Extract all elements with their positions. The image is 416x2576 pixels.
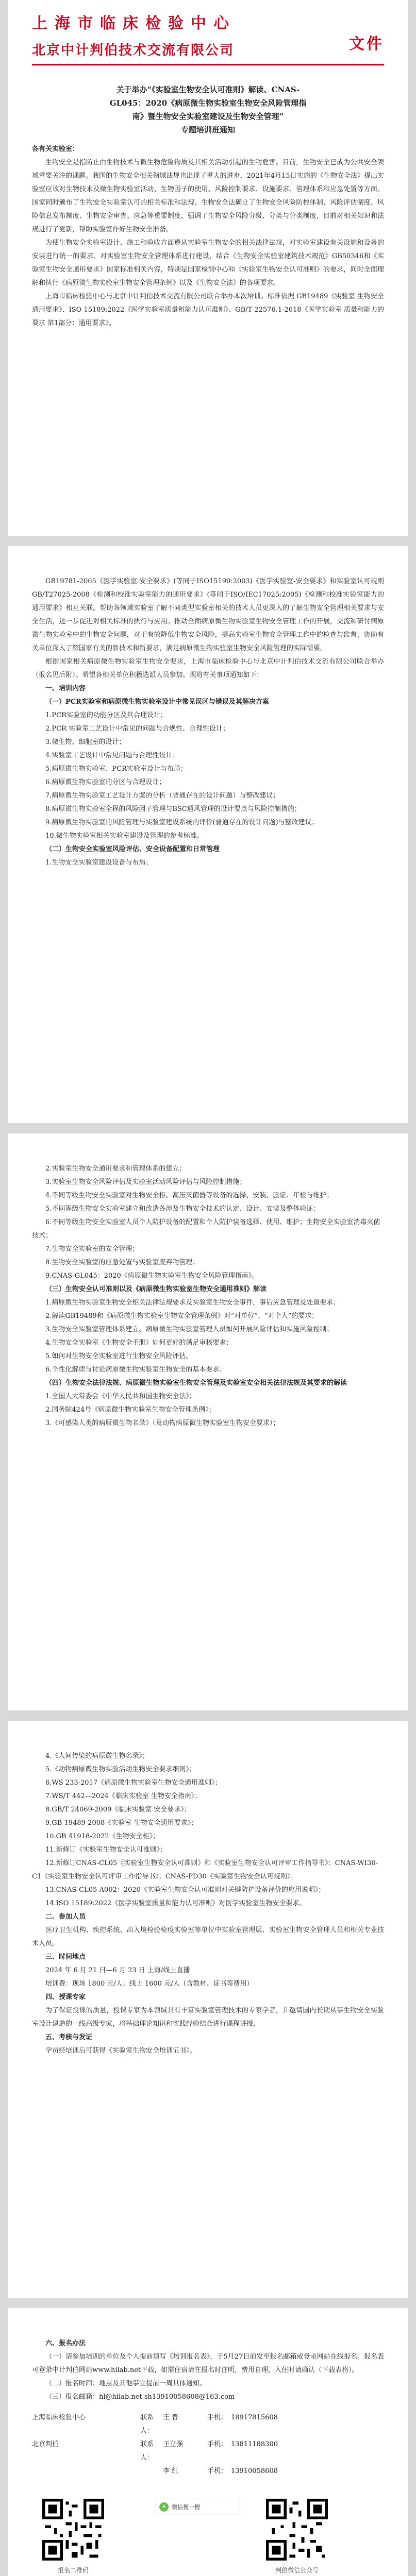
list-item: 2.解读GB19489和《病原微生物实验室生物安全管理条例》对“对单位”、“对个人”的要求； — [45, 1312, 319, 1320]
list-item: 3.《可感染人类的病原微生物名录》（及动物病原微生物实验室生物安全要求）； — [45, 1419, 280, 1427]
list-item: 10.微生物实验室相关实验室建设及管理的参考标准。 — [45, 832, 204, 840]
list-item: 9.病原微生物实验室的风险管理与实验室建设系统的评价(普通存在的设计问题)与整改建议； — [45, 819, 319, 826]
subsection-heading: （三）生物安全认可准则以及《病原微生物实验室生物安全通用准则》解读 — [45, 1285, 267, 1293]
contact-org: 北京判伯 — [32, 2441, 59, 2448]
page-3 — [8, 1133, 408, 1710]
list-item: 6.WS 233-2017《病原微生物实验室生物安全通用准则》； — [45, 1779, 222, 1787]
section-heading: 二、参加人员 — [45, 1913, 86, 1921]
list-item: 5.病原微生物实验室、PCR实验室设计与布局； — [45, 765, 187, 773]
body-paragraph: 学员经培训后可获得《实验室生物安全培训证书》。 — [45, 2047, 196, 2055]
greeting: 各有关实验室： — [32, 145, 79, 153]
page-1 — [8, 0, 408, 536]
list-item: 4.实验室工艺设计中常见问题与合理性设计； — [45, 752, 179, 759]
wechat-search-badge[interactable] — [156, 2499, 240, 2515]
section-heading: 一、培训内容 — [45, 685, 86, 692]
body-paragraph: 为了保证授课的质量，授课专家为本领域具有丰富实验室管理技术的专家学者，并邀请国内长期从事生物安全实验室设计建造的一线高级专家，将基础理论知识和实践经验结合进行课程讲授。 — [32, 2007, 384, 2028]
contact-role: 联系人： — [140, 2441, 154, 2462]
title-line: 关于举办“《实验室生物安全认可准则》解读、CNAS- — [116, 85, 300, 94]
list-item: 7.WS/T 442—2024《临床实验室 生物安全指南》； — [45, 1792, 202, 1800]
section-heading: 五、考核与发证 — [45, 2033, 93, 2041]
subsection-heading: （一）PCR实验室和病原微生物实验室设计中常见误区与错误及其解决方案 — [45, 698, 269, 706]
qr-code-icon — [266, 2499, 328, 2561]
qr-area — [32, 2499, 384, 2576]
list-item: 5.如何对生物安全实验室进行生物安全风险评估。 — [45, 1352, 193, 1360]
header-org-line2: 北京中计判伯技术交流有限公司 — [32, 43, 235, 58]
list-item: 6.不同等级生物安全实验室人员个人防护设备的配置和个人防护装备选择、使用、维护；生物安全实验室消毒灭菌技术； — [32, 1218, 380, 1240]
list-item: 1.PCR实验室的功能分区及其合理设计； — [45, 711, 167, 719]
list-item: 6.个性化解读与讨论病原微生物实验室生物安全的基本要求； — [45, 1366, 226, 1374]
list-item: 2.国务院424号《病原微生物实验室生物安全管理条例》； — [45, 1406, 215, 1414]
list-item: 6.病原微生物实验室的分区与合理设计； — [45, 778, 166, 786]
contact-tel: 13811188300 — [231, 2441, 278, 2448]
contact-row — [32, 2411, 384, 2438]
body-paragraph: 根据国家相关病原微生物实验室生物安全要求，上海市临床检验中心与北京中计判伯技术交流有限公司联合举办（报名见后附）。希望各相关单位积极选派人员参加。现将有关事项通知如下： — [32, 658, 384, 679]
list-item: 7.生物安全实验室的安全管理； — [45, 1245, 139, 1253]
contact-org — [32, 2465, 140, 2478]
list-item: 1.生物安全实验室建设设备与布局； — [45, 859, 153, 867]
contact-role — [140, 2465, 163, 2478]
contact-tel: 18917815608 — [231, 2414, 278, 2421]
list-item: 2.实验室生物安全通用要求和管理体系的建立； — [45, 1165, 186, 1173]
body-paragraph: 上海市临床检验中心与北京中计判伯技术交流有限公司联合举办本次培训。标准依据 GB19489《实验室 生物安全通用要求》、ISO 15189:2022《医学实验室质量和能力认可准则》、GB/T 22576.1-2018《医学实验室 质量和能力的要求 第1部分：通用要求》。 — [32, 293, 384, 327]
section-heading: 四、授课专家 — [45, 1993, 86, 2001]
list-item: 9.GB 19489-2008《实验室 生物安全通用要求》； — [45, 1819, 197, 1827]
contact-name: 李 红 — [163, 2467, 179, 2475]
list-item: 4.《人间传染的病原微生物名录》； — [45, 1752, 149, 1760]
list-item: 3.实验室生物安全风险评估及实验室活动风险评估与风险控制措施； — [45, 1178, 246, 1186]
header-doc-word: 文件 — [349, 35, 384, 53]
wechat-badge-label: 微信搜一搜 — [172, 2504, 200, 2511]
list-item: 4.生物安全实验室《生物安全手册》如何更好的满足审核要求； — [45, 1339, 233, 1347]
page-2 — [8, 546, 408, 1123]
list-item: 1.病原微生物实验室生物安全相关法律法规要求及实验室生物安全事件，事后应急管理及处置要求； — [45, 1299, 340, 1307]
list-item: 3.微生物、细胞室的设计； — [45, 738, 126, 746]
page-5 — [8, 2308, 408, 2576]
body-paragraph: （二）报名时间：地点及其他事宜提前一周具体通知。 — [45, 2380, 207, 2387]
body-paragraph: 为使生物安全实验室设计、施工和验收方面遵从实验室生物安全的相关法律法规，对实验室建设有关设施和设备的安装进行统一的要求。对实验室生物安全管理体系进行建设，结合《生物安全实验室建筑技术规范》GB50346和《实验室生物安全通用要求》国家标准相关内容，特别是国家检测中心和《实验室生物安全认可准则》的要求，同时全面理解和执行《病原微生物实验室生物安全管理条例》以及《生物安全法》的各项要求。 — [32, 239, 384, 287]
list-item: 13.CNAS-CL05-A002：2020《实验室生物安全认可准则对关键防护设备评价的应用说明》； — [45, 1886, 325, 1894]
list-item: 8.病原微生物实验室全程的风险因子管理与BSC通风管理的设计要点与风险控制措施； — [45, 805, 301, 813]
contact-name: 王 晋 — [163, 2414, 179, 2421]
document-title — [32, 83, 384, 137]
registration-qr[interactable] — [32, 2499, 114, 2574]
list-item: 12.新修订CNAS-CL05《实验室生物安全认可准则》和《实验室生物安全认可评审工作指导书》：CNAS-WI30-C1《实验室生物安全认可评审工作指导书》；CNAS-PD30《实验室生物安全认可规则》； — [32, 1859, 378, 1880]
title-line: GL045：2020《病原微生物实验室生物安全风险管理指 — [109, 98, 307, 108]
qr-caption: 报名二维码 — [57, 2567, 89, 2574]
body-paragraph: 医疗卫生机构、疾控系统、出入境检验检疫实验室等单位中实验室管理层、实验室生物安全管理人员和相关专业技术人员。 — [32, 1926, 384, 1947]
section-heading: 六、报名办法 — [45, 2340, 86, 2347]
list-item: 8.生物安全实验室的应急处置与实验室废弃物管理； — [45, 1259, 199, 1266]
contact-org: 上海临床检验中心 — [32, 2414, 86, 2421]
body-paragraph: （三）报名邮箱：hl@hilab.net sh13910058608@163.com — [45, 2393, 235, 2401]
list-item: 3.生物安全实验室管理体系建立、病原微生物实验室管理人员如何开展风险评估和实施风险控制； — [45, 1326, 334, 1333]
section-heading: 三、时间地点 — [45, 1953, 86, 1961]
subsection-heading: （四）生物安全法律法规、病原微生物实验室生物安全管理及实验室安全相关法律法规及其要求的解读 — [45, 1379, 347, 1387]
subsection-heading: （二）生物安全实验室风险评估、安全设备配置和日常管理 — [45, 845, 220, 853]
list-item: 5.不同等级生物安全实验室建立和改造各涉及生物安全技术的认定、设计、安装及整体验证； — [45, 1205, 320, 1213]
qr-caption: 判伯微信公众号 — [275, 2567, 319, 2574]
contact-tel-label: 手机： — [207, 2414, 228, 2421]
wechat-icon: ✦ — [159, 2502, 169, 2512]
contact-tel: 13910058608 — [231, 2467, 278, 2475]
contact-role: 联系人： — [140, 2414, 154, 2435]
header-org-line1: 上海市临床检验中心 — [32, 14, 236, 32]
title-line: 南》暨生物安全实验室建设及生物安全管理” — [132, 112, 284, 121]
contact-tel-label: 手机： — [207, 2467, 228, 2475]
contact-row — [32, 2438, 384, 2465]
header-red-line — [32, 64, 384, 65]
title-line: 专题培训班通知 — [180, 125, 235, 134]
body-paragraph: 生物安全是指防止由生物技术与微生物危险物质及其相关活动引起的生物危害。目前，生物安全已成为公共安全领域重要关注的课题。我国的生物安全相关领域法规也出现了重大的进步，2021年4月15日实施的《生物安全法》提出实验室应该对生物技术及微生物实验室活动、生物因子的使用、风险控制要求、设施要求、管理体系和应急处置等方面。国家同时颁布了生物安全实验室认可的相关标准和法规。生物安全法确立了生物安全风险防控体制、风险评估制度、风险信息发布制度、生物安全审查、应急等重要制度，强调了生物安全风险分级、分类与分类制度，目前对相关知识和法规进行了更新，帮助实验室作好生物安全准备。 — [32, 159, 384, 233]
list-item: 9.CNAS-GL045：2020《病原微生物实验室生物安全风险管理指南》。 — [45, 1272, 259, 1280]
header-org-row — [32, 34, 384, 60]
body-paragraph: （一）请参加培训的单位及个人提前填写《培训报名表》，于5月27日前发至报名邮箱或登录网站在线报名。报名表可登录中计判伯网站www.hilab.net下载，如需住宿请在报名时注明，费用自理，入住时请确认（下载表格）。 — [32, 2353, 384, 2374]
list-item: 7.病原微生物实验室工艺设计方案的分析（普通存在的设计问题）与整改建议； — [45, 792, 280, 800]
page-4 — [8, 1721, 408, 2298]
list-item: 10.GB 41918-2022《生物安全柜》； — [45, 1833, 160, 1840]
list-item: 11.新修订《实验室生物安全认可准则》； — [45, 1846, 167, 1854]
contacts-table — [32, 2411, 384, 2478]
list-item: 培训费：现场 1800 元/人；线上 1600 元/人（含教材、证书等费用） — [45, 1980, 254, 1988]
wechat-qr[interactable] — [256, 2499, 338, 2576]
contact-tel-label: 手机： — [207, 2441, 228, 2448]
list-item: 14.ISO 15189:2022《医学实验室质量和能力认可准则》对医学实验室生物安全要求。 — [45, 1900, 306, 1907]
list-item: 4.不同等级生物安全实验室对生物安全柜、高压灭菌器等设备的选择、安装、验证、年检与维护； — [45, 1192, 334, 1199]
body-paragraph: GB19781-2005《医学实验室 安全要求》(等同于ISO15190:2003)《医学实验室-安全要求》和实验室认可规则GB/T27025-2008《检测和校准实验室能力的通用要求》(等同于ISO/IEC17025:2005)《检测和校准实验室能力的通用要求》相互关联。帮助各领域实验室了解不同类型实验室相关的技术人员更深入的了解生物安全管理相关要求与安全生活，进一步促进对相关标准的执行与应用。推动全面病原微生物实验室生物安全管理工作的开展，交流和研讨病原微生物实验室中的生物安全问题，对于有效降低生物安全风险，提高实验室生物安全管理工作中的检查与监督，协助有关单位深入了解国家有关的新技术和新要求，满足病原微生物实验室生物安全风险管理的实际需要。 — [32, 578, 384, 652]
list-item: 1.全国人大常委会《中华人民共和国生物安全法》； — [45, 1393, 196, 1400]
list-item: 5.《动物病原微生物实验活动生物安全要求细则》； — [45, 1766, 196, 1773]
contact-row — [32, 2465, 384, 2478]
list-item: 8.GB/T 24069-2009《临床实验室 安全要求》； — [45, 1806, 191, 1814]
contact-name: 王立强 — [163, 2441, 184, 2448]
qr-code-icon — [42, 2499, 104, 2561]
list-item: 2.PCR 实验室工艺设计中常见的问题与合规性、合理性设计； — [45, 725, 230, 733]
list-item: 2024 年 6 月 21 日—6 月 23 日 上海/线上直播 — [45, 1967, 190, 1974]
